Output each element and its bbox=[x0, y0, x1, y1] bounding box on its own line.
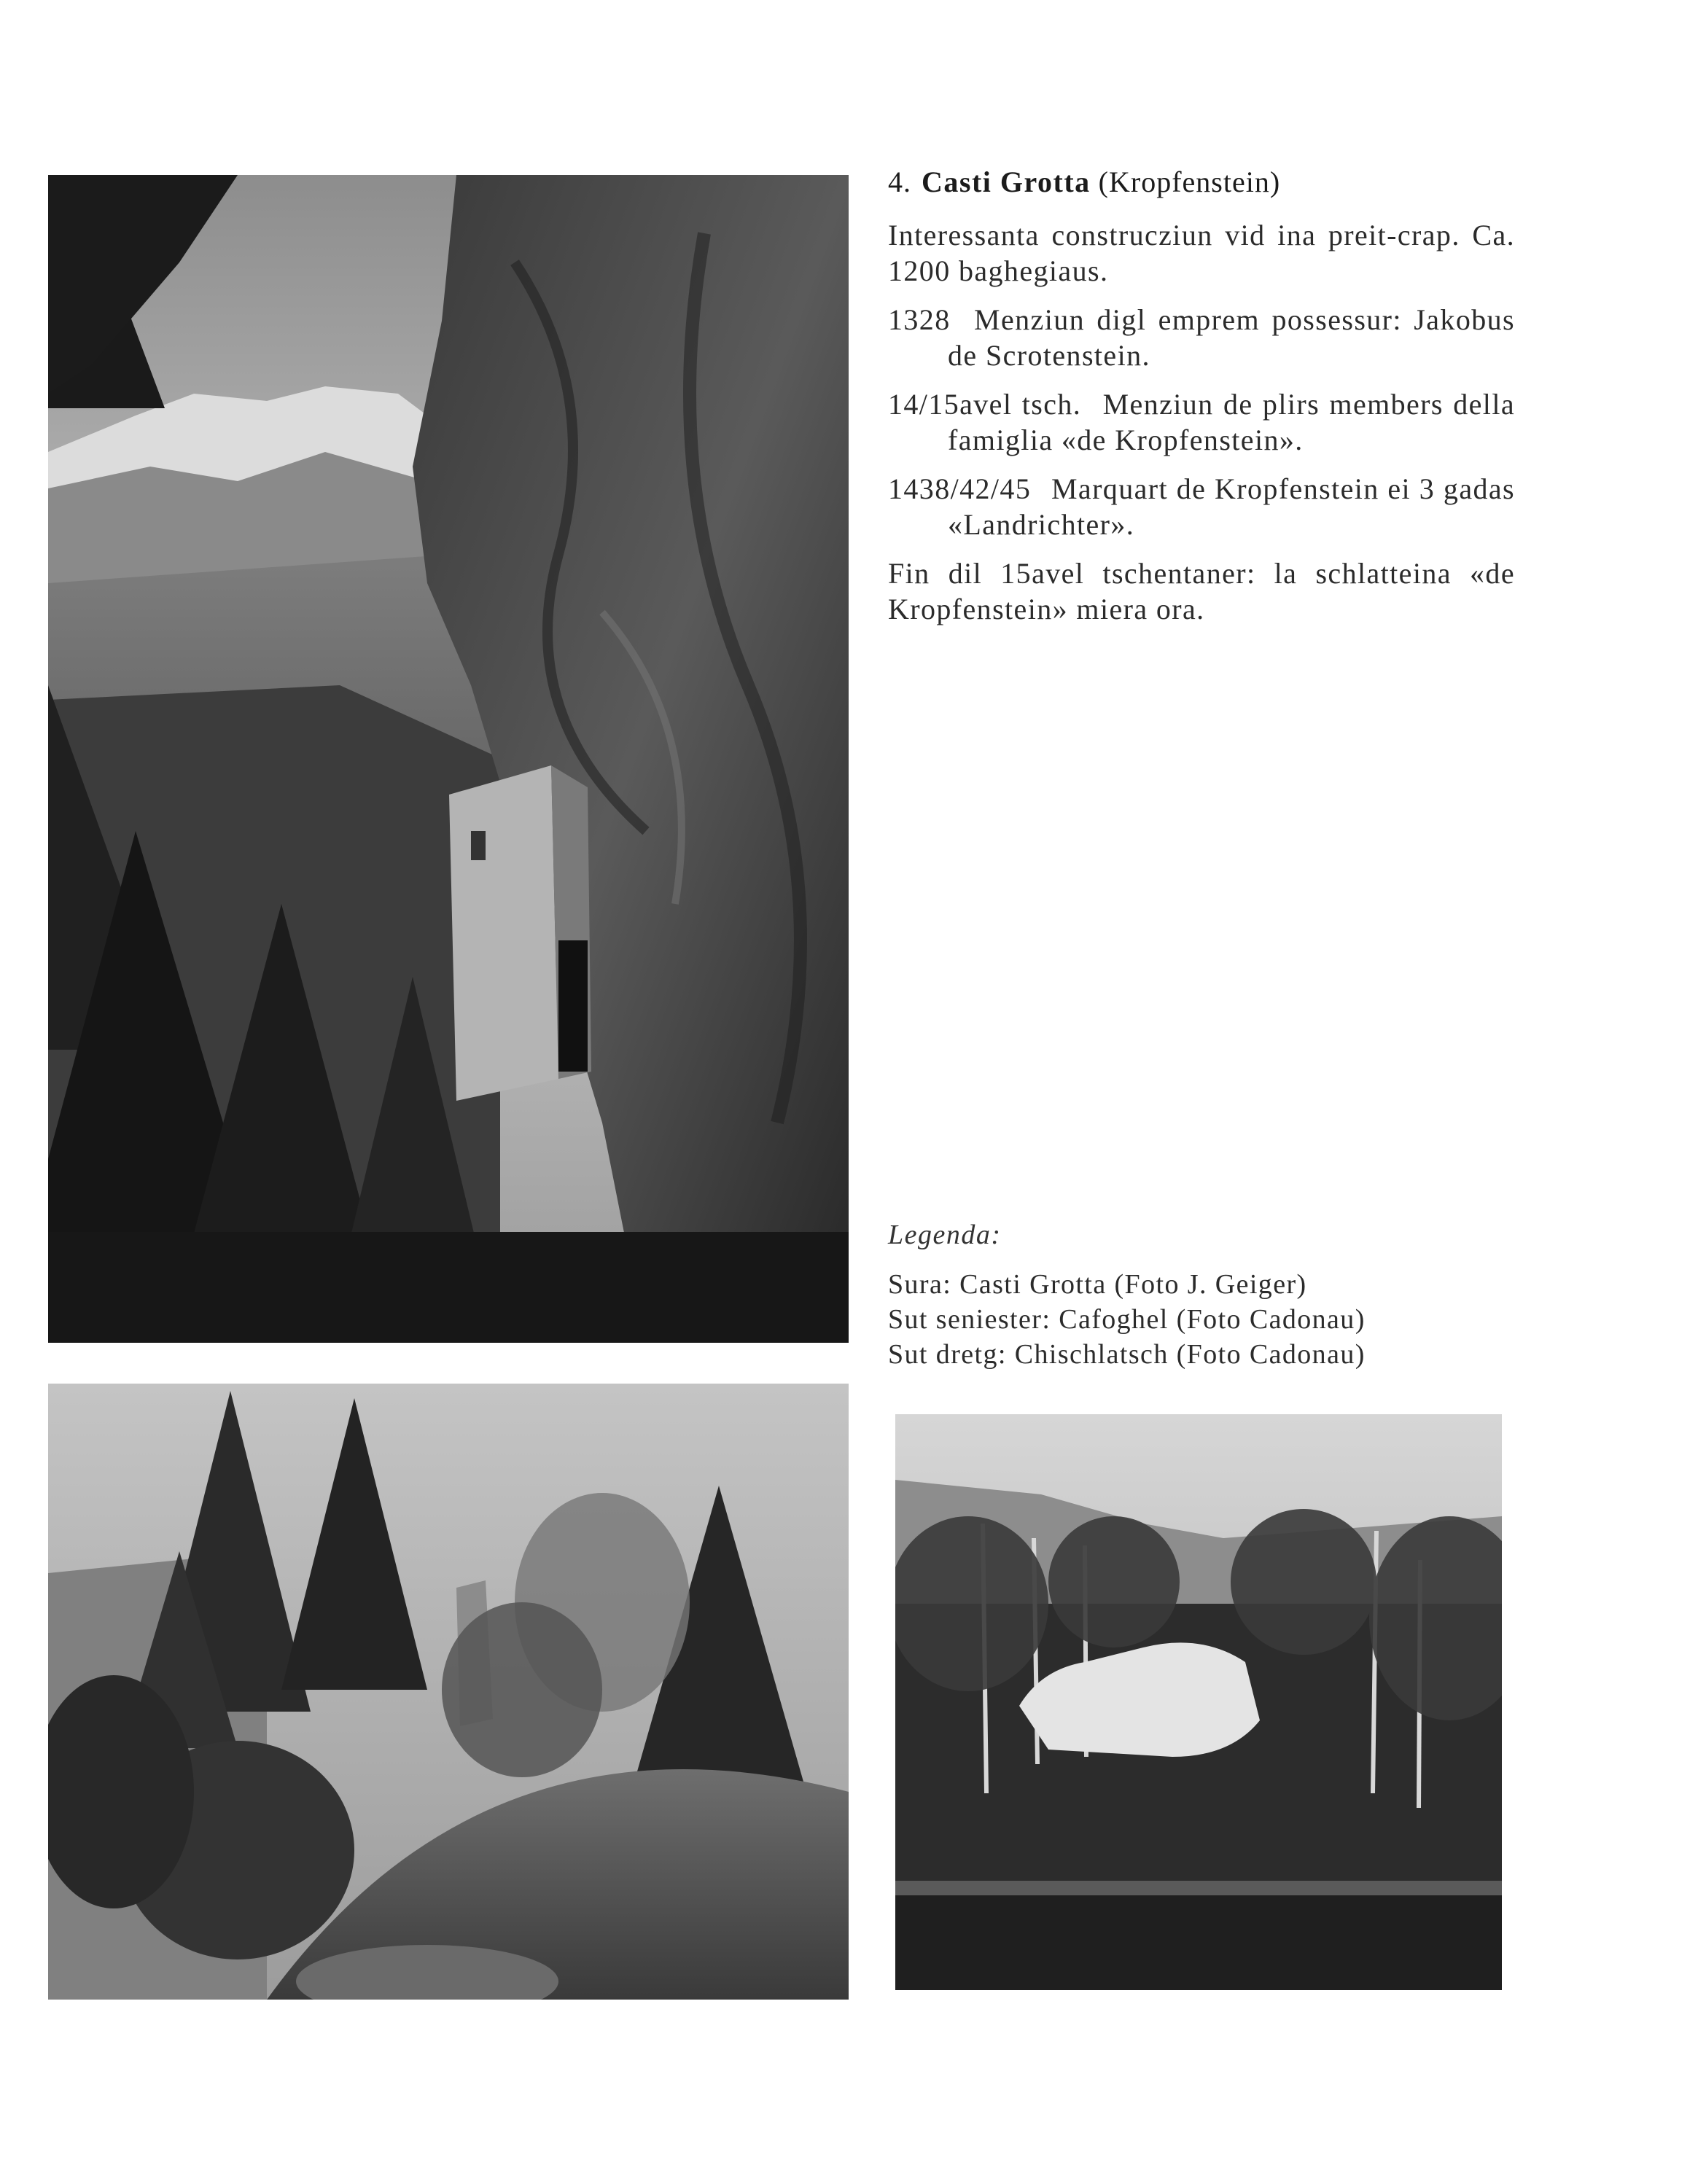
photo-casti-grotta bbox=[48, 175, 849, 1343]
section-number: 4. bbox=[888, 165, 911, 198]
entry-text: Menziun de plirs members della famiglia «de Kropfenstein». bbox=[948, 388, 1515, 456]
text-column bbox=[888, 163, 1515, 640]
entry-year: 1328 bbox=[888, 303, 951, 336]
entry-text: Menziun digl emprem possessur: Jakobus de Scrotenstein. bbox=[948, 303, 1515, 372]
entry-year: 14/15avel tsch. bbox=[888, 388, 1082, 421]
section-subtitle: (Kropfenstein) bbox=[1098, 165, 1281, 198]
closing-paragraph: Fin dil 15avel tschentaner: la schlatteina «de Kropfenstein» miera ora. bbox=[888, 557, 1515, 625]
history-entry bbox=[888, 471, 1515, 542]
legend-title: Legenda: bbox=[888, 1220, 1002, 1250]
section-title: Casti Grotta bbox=[922, 165, 1091, 198]
section-heading bbox=[888, 163, 1515, 201]
legend-line: Sut seniester: Cafoghel (Foto Cadonau) bbox=[888, 1304, 1366, 1335]
legend bbox=[888, 1217, 1515, 1372]
intro-paragraph: Interessanta construcziun vid ina preit-crap. Ca. 1200 baghegiaus. bbox=[888, 219, 1515, 287]
photo-cafoghel bbox=[48, 1384, 849, 2000]
history-entry bbox=[888, 386, 1515, 458]
history-entry bbox=[888, 302, 1515, 373]
entry-text: Marquart de Kropfenstein ei 3 gadas «Landrichter». bbox=[948, 472, 1515, 541]
entry-year: 1438/42/45 bbox=[888, 472, 1032, 505]
photo-chischlatsch bbox=[895, 1414, 1502, 1990]
legend-line: Sura: Casti Grotta (Foto J. Geiger) bbox=[888, 1269, 1307, 1300]
legend-line: Sut dretg: Chischlatsch (Foto Cadonau) bbox=[888, 1339, 1366, 1370]
